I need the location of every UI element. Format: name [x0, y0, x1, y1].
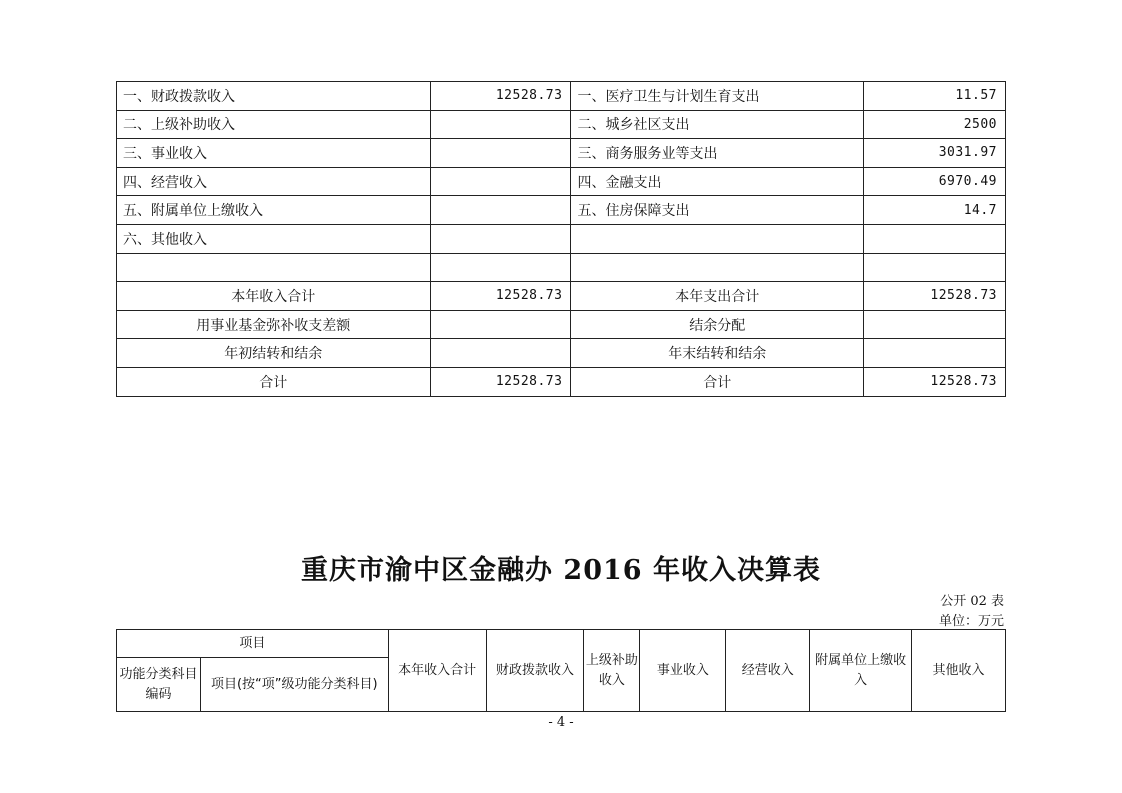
income-value	[430, 110, 571, 139]
table-row	[117, 310, 1006, 339]
income-label: 用事业基金弥补收支差额	[117, 310, 431, 339]
expense-value: 2500	[864, 110, 1006, 139]
header-project-name: 项目(按“项”级功能分类科目)	[200, 658, 388, 712]
income-label: 三、事业收入	[117, 139, 431, 168]
expense-value: 3031.97	[864, 139, 1006, 168]
expense-value	[864, 339, 1006, 368]
page-title: 重庆市渝中区金融办 2016 年收入决算表	[301, 555, 821, 586]
income-expense-summary-table	[116, 81, 1006, 397]
expense-value	[864, 253, 1006, 282]
header-superior: 上级补助收入	[584, 630, 640, 712]
income-value	[430, 139, 571, 168]
income-value	[430, 310, 571, 339]
header-project: 项目	[117, 630, 389, 658]
table-row	[117, 253, 1006, 282]
income-label: 合计	[117, 367, 431, 396]
income-label: 一、财政拨款收入	[117, 82, 431, 111]
income-value: 12528.73	[430, 282, 571, 311]
expense-label	[571, 253, 864, 282]
header-operating: 经营收入	[726, 630, 810, 712]
header-business: 事业收入	[640, 630, 726, 712]
table-row	[117, 139, 1006, 168]
income-label: 六、其他收入	[117, 224, 431, 253]
income-label: 二、上级补助收入	[117, 110, 431, 139]
expense-label: 四、金融支出	[571, 167, 864, 196]
expense-label	[571, 224, 864, 253]
income-value	[430, 224, 571, 253]
expense-label: 一、医疗卫生与计划生育支出	[571, 82, 864, 111]
income-value	[430, 196, 571, 225]
header-total: 本年收入合计	[388, 630, 486, 712]
income-value	[430, 339, 571, 368]
expense-label: 结余分配	[571, 310, 864, 339]
table-row	[117, 82, 1006, 111]
expense-value: 12528.73	[864, 282, 1006, 311]
income-label: 本年收入合计	[117, 282, 431, 311]
expense-label: 三、商务服务业等支出	[571, 139, 864, 168]
expense-label: 年末结转和结余	[571, 339, 864, 368]
page-number: - 4 -	[548, 715, 574, 730]
table-row	[117, 367, 1006, 396]
expense-value	[864, 310, 1006, 339]
header-other: 其他收入	[912, 630, 1006, 712]
expense-label: 本年支出合计	[571, 282, 864, 311]
header-func-code: 功能分类科目编码	[117, 658, 201, 712]
expense-value: 14.7	[864, 196, 1006, 225]
expense-label: 二、城乡社区支出	[571, 110, 864, 139]
income-label: 五、附属单位上缴收入	[117, 196, 431, 225]
income-value: 12528.73	[430, 82, 571, 111]
form-number: 公开 02 表	[940, 594, 1004, 609]
table-row	[117, 110, 1006, 139]
income-table-header	[116, 629, 1006, 712]
income-value	[430, 167, 571, 196]
income-label	[117, 253, 431, 282]
expense-label: 合计	[571, 367, 864, 396]
table-row	[117, 167, 1006, 196]
expense-value: 11.57	[864, 82, 1006, 111]
income-value: 12528.73	[430, 367, 571, 396]
unit-label: 单位：万元	[938, 614, 1004, 629]
income-value	[430, 253, 571, 282]
header-fiscal: 财政拨款收入	[486, 630, 584, 712]
expense-value	[864, 224, 1006, 253]
table-row	[117, 339, 1006, 368]
income-label: 年初结转和结余	[117, 339, 431, 368]
expense-value: 12528.73	[864, 367, 1006, 396]
table-row	[117, 224, 1006, 253]
table-row	[117, 282, 1006, 311]
table-row	[117, 196, 1006, 225]
header-affiliated: 附属单位上缴收入	[810, 630, 912, 712]
income-label: 四、经营收入	[117, 167, 431, 196]
expense-value: 6970.49	[864, 167, 1006, 196]
expense-label: 五、住房保障支出	[571, 196, 864, 225]
